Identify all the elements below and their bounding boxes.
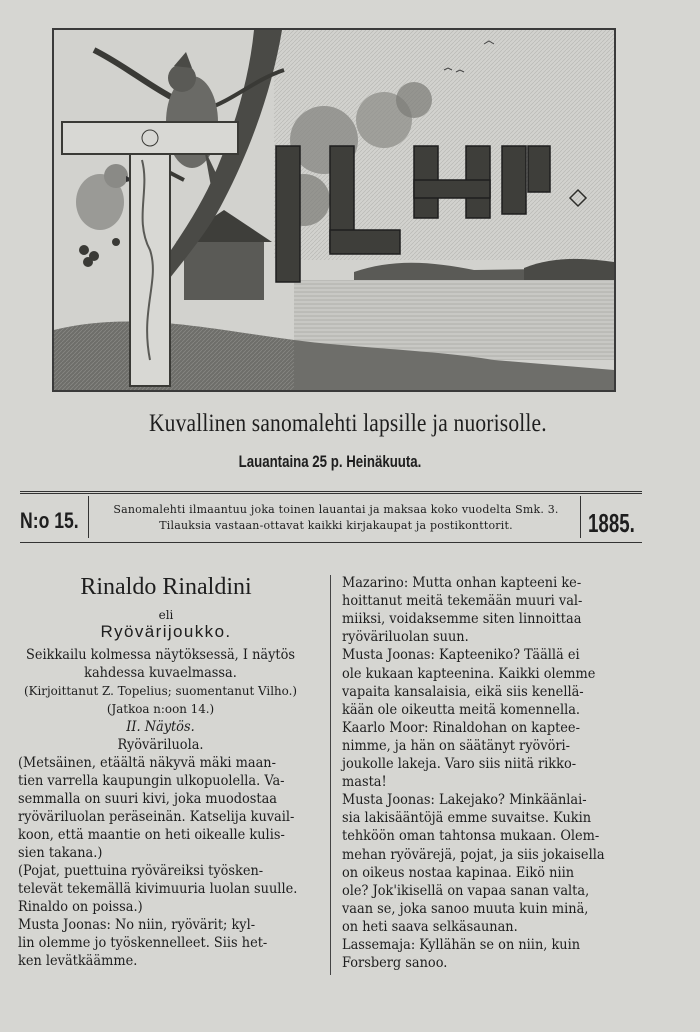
article-title: Rinaldo Rinaldini [80,574,252,600]
article-line: mehan ryövärejä, pojat, ja siis jokaisella [342,846,605,863]
dialogue-speaker-line: Kaarlo Moor: Rinaldohan on kaptee- [342,719,580,736]
engraving-scene [54,30,614,390]
article-line: ole kukaan kapteenina. Kaikki olemme [342,665,596,682]
dialogue-speaker-line: Musta Joonas: Lakejako? Minkäänlai- [342,792,587,809]
article-line: on oikeus nostaa kapinaa. Eikö niin [342,864,575,881]
article-line: joukolle lakeja. Varo siis niitä rikko- [342,756,577,772]
article-line: sien takana.) [18,845,103,861]
article-line: Forsberg sanoo. [342,955,448,972]
article-line: hoittanut meitä tekemään muuri val- [342,593,583,610]
article-line: miiksi, voidaksemme siten linnoittaa [342,611,582,628]
article-line: semmalla on suuri kivi, joka muodostaa [18,791,277,807]
article-line: Seikkailu kolmessa näytöksessä, I näytös [26,647,295,663]
article-line: Ryöväriluola. [117,737,204,753]
dialogue-speaker-line: Musta Joonas: Kapteeniko? Täällä ei [342,647,580,664]
article-line: masta! [342,774,387,791]
band-bottom-rule [20,542,642,543]
article-line: lin olemme jo työskennelleet. Siis het- [18,935,268,951]
cabin [184,240,264,300]
article-line: koon, että maantie on heti oikealle kulis- [18,827,285,843]
article-line: vapaita kansalaisia, eikä siis kenellä- [342,683,584,700]
article-line: vaan se, joka sanoo muuta kuin minä, [342,900,589,917]
article-line: (Jatkoa n:oon 14.) [106,701,215,716]
publication-year: 1885. [588,508,635,538]
article-line: Musta Joonas: No niin, ryövärit; kyl- [18,917,256,933]
issue-date: Lauantaina 25 p. Heinäkuuta. [238,452,422,471]
column-divider [330,575,331,975]
article-line: (Metsäinen, etäältä näkyvä mäki maan- [18,755,276,771]
article-line: kään ole oikeutta meitä komennella. [342,701,581,718]
band-top-rule [20,491,642,494]
article-line: sia lakisääntöjä emme suvaitse. Kukin [342,810,592,827]
article-line: II. Näytös. [126,719,195,735]
article-line: Rinaldo on poissa.) [18,899,143,915]
article-line: (Pojat, puettuina ryöväreiksi työsken- [18,863,264,879]
subscription-info-line2: Tilauksia vastaan-ottavat kaikki kirjakaupat ja postikonttorit. [159,519,513,532]
issue-number: N:o 15. [20,508,79,533]
article-line: tien varrella kaupungin ulkopuolella. Va- [18,773,285,789]
band-divider-right [580,496,581,538]
dialogue-speaker-line: Mazarino: Mutta onhan kapteeni ke- [342,575,582,591]
masthead-illustration [52,28,616,392]
article-subtitle: Ryövärijoukko. [100,622,232,641]
article-line: (Kirjoittanut Z. Topelius; suomentanut Vilho.) [23,683,298,698]
band-divider-left [88,496,89,538]
article-line: on heti saava selkäsaunan. [342,918,518,935]
article-line: nimme, ja hän on säätänyt ryövöri- [342,737,571,754]
article-line: ole? Jok'ikisellä on vapaa sanan valta, [342,882,590,899]
article-line: ryöväriluolan suun. [342,629,469,646]
subscription-info-line1: Sanomalehti ilmaantuu joka toinen lauantai ja maksaa koko vuodelta Smk. 3. [113,503,559,516]
article-conjunction: eli [158,608,174,622]
article-line: kahdessa kuvaelmassa. [84,665,237,681]
article-line: tehköön oman tahtonsa mukaan. Olem- [342,828,600,845]
article-line: televät tekemällä kivimuuria luolan suulle. [18,881,298,897]
dialogue-speaker-line: Lassemaja: Kyllähän se on niin, kuin [342,937,581,953]
article-line: ken levätkäämme. [18,953,138,969]
article-line: ryöväriluolan peräseinän. Katselija kuvail- [18,809,295,825]
masthead-subtitle: Kuvallinen sanomalehti lapsille ja nuorisolle. [148,410,547,437]
